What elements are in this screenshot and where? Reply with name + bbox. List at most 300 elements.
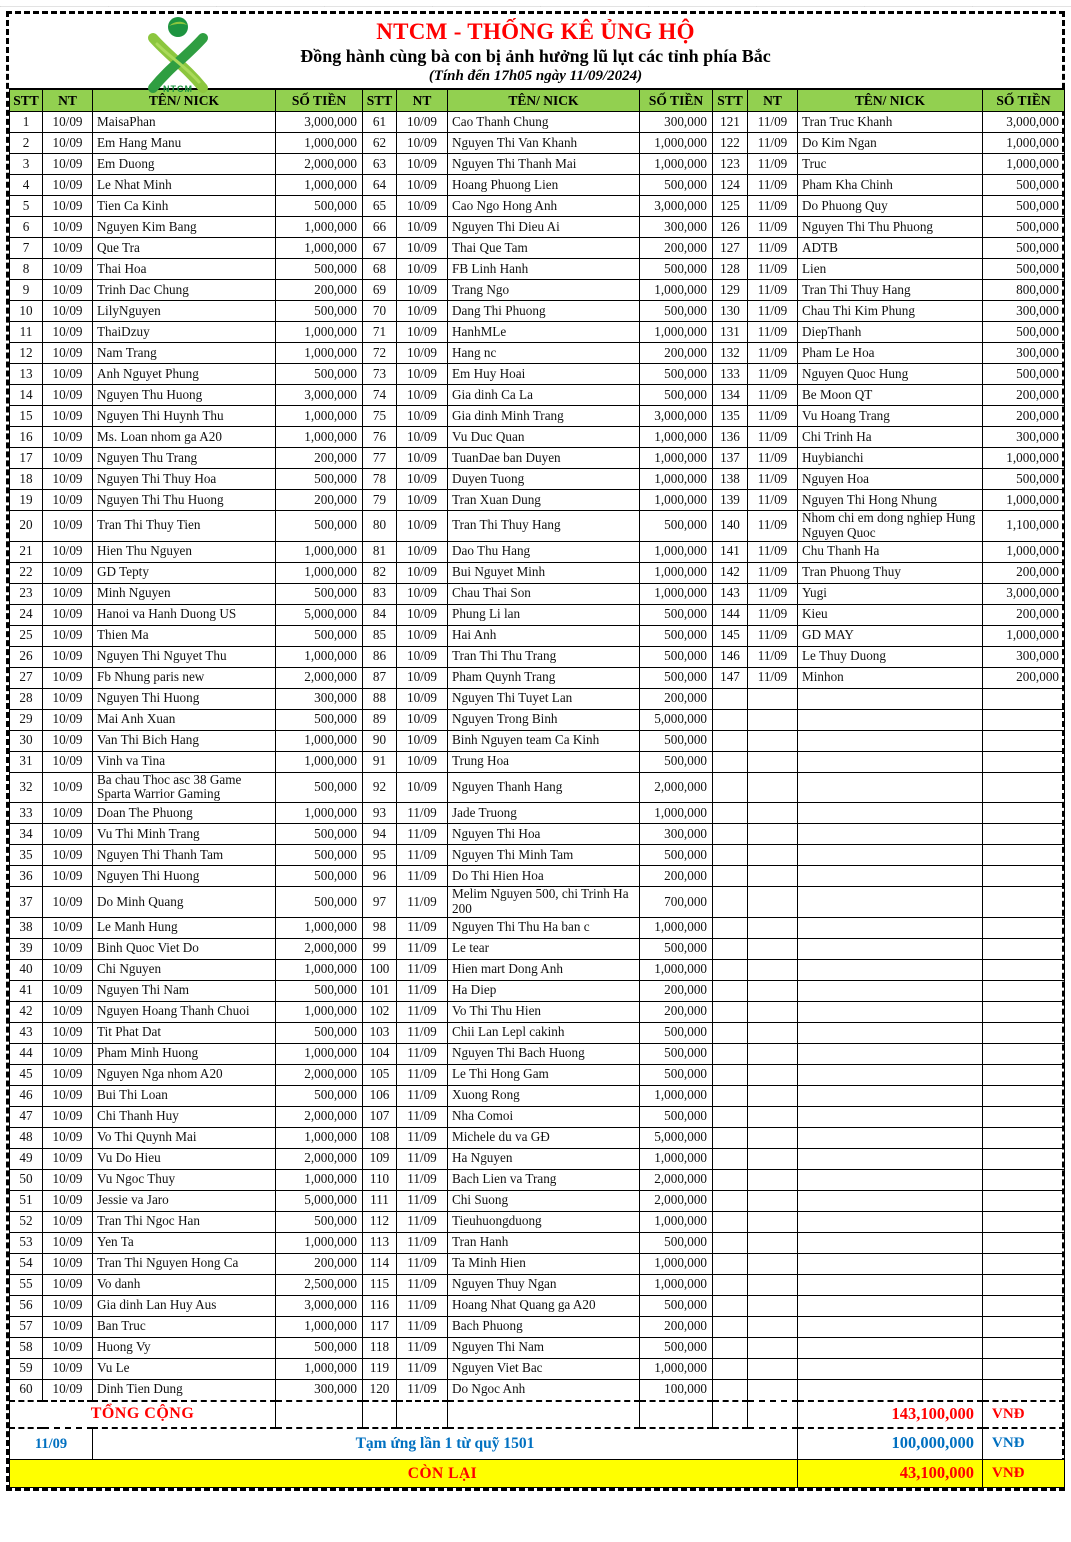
entry-nt	[748, 1148, 798, 1169]
table-row	[10, 1064, 1065, 1085]
entry-amount	[983, 887, 1065, 918]
entry-amount: 500,000	[276, 980, 363, 1001]
entry-amount: 300,000	[983, 343, 1065, 364]
entry-amount: 5,000,000	[276, 604, 363, 625]
entry-name: Trung Hoa	[448, 751, 640, 772]
entry-stt: 93	[363, 803, 397, 824]
entry-name: HanhMLe	[448, 322, 640, 343]
entry-amount: 500,000	[640, 667, 713, 688]
entry-name: Cao Thanh Chung	[448, 112, 640, 133]
entry-nt	[748, 1379, 798, 1401]
entry-name: Vo danh	[93, 1274, 276, 1295]
entry-stt: 75	[363, 406, 397, 427]
entry-name: Hien mart Dong Anh	[448, 959, 640, 980]
entry-amount	[983, 917, 1065, 938]
entry-amount: 300,000	[640, 824, 713, 845]
entry-stt: 127	[713, 238, 748, 259]
entry-stt	[713, 1001, 748, 1022]
entry-amount: 500,000	[640, 385, 713, 406]
entry-nt: 10/09	[397, 385, 448, 406]
entry-stt: 56	[10, 1295, 43, 1316]
entry-amount: 1,000,000	[640, 469, 713, 490]
donation-table	[9, 88, 1065, 1488]
entry-stt: 59	[10, 1358, 43, 1379]
entry-stt: 12	[10, 343, 43, 364]
entry-stt: 33	[10, 803, 43, 824]
table-row	[10, 751, 1065, 772]
entry-nt: 10/09	[43, 322, 93, 343]
entry-amount: 1,000,000	[983, 541, 1065, 562]
entry-stt: 41	[10, 980, 43, 1001]
entry-name	[798, 866, 983, 887]
entry-stt: 66	[363, 217, 397, 238]
table-row	[10, 469, 1065, 490]
entry-amount	[983, 1253, 1065, 1274]
entry-stt: 1	[10, 112, 43, 133]
entry-stt	[713, 845, 748, 866]
entry-name: Chi Nguyen	[93, 959, 276, 980]
entry-stt: 84	[363, 604, 397, 625]
entry-name: Binh Nguyen team Ca Kinh	[448, 730, 640, 751]
entry-amount	[983, 938, 1065, 959]
table-row	[10, 280, 1065, 301]
entry-stt: 97	[363, 887, 397, 918]
entry-nt: 10/09	[397, 490, 448, 511]
entry-name: Dao Thu Hang	[448, 541, 640, 562]
entry-nt: 11/09	[748, 562, 798, 583]
entry-stt	[713, 772, 748, 803]
entry-stt: 87	[363, 667, 397, 688]
entry-name: Nguyen Thi Thu Phuong	[798, 217, 983, 238]
entry-stt: 83	[363, 583, 397, 604]
entry-name	[798, 1148, 983, 1169]
entry-nt: 10/09	[43, 1148, 93, 1169]
entry-nt	[748, 803, 798, 824]
entry-amount: 500,000	[276, 824, 363, 845]
table-row	[10, 1043, 1065, 1064]
entry-name: Nha Comoi	[448, 1106, 640, 1127]
table-row	[10, 980, 1065, 1001]
entry-nt: 10/09	[397, 541, 448, 562]
table-row	[10, 1190, 1065, 1211]
entry-nt: 10/09	[397, 562, 448, 583]
entry-stt: 94	[363, 824, 397, 845]
entry-nt: 10/09	[43, 1127, 93, 1148]
entry-stt: 5	[10, 196, 43, 217]
entry-amount	[983, 803, 1065, 824]
entry-name: Chi Suong	[448, 1190, 640, 1211]
entry-name: GD MAY	[798, 625, 983, 646]
table-row	[10, 1085, 1065, 1106]
table-row	[10, 133, 1065, 154]
entry-stt: 100	[363, 959, 397, 980]
table-row	[10, 154, 1065, 175]
empty-cell	[448, 1401, 640, 1428]
entry-amount: 200,000	[276, 1253, 363, 1274]
entry-amount: 500,000	[983, 259, 1065, 280]
entry-amount: 1,000,000	[983, 133, 1065, 154]
entry-amount	[983, 1337, 1065, 1358]
entry-nt: 10/09	[43, 1337, 93, 1358]
total-amount: 143,100,000	[798, 1401, 983, 1428]
entry-nt: 11/09	[748, 583, 798, 604]
entry-stt: 124	[713, 175, 748, 196]
col-header-nt: NT	[43, 89, 93, 112]
entry-amount: 500,000	[276, 301, 363, 322]
table-row	[10, 541, 1065, 562]
entry-name: Nguyen Thi Tuyet Lan	[448, 688, 640, 709]
entry-nt: 10/09	[43, 824, 93, 845]
entry-nt: 11/09	[748, 469, 798, 490]
entry-name: Hoang Phuong Lien	[448, 175, 640, 196]
entry-amount	[983, 1274, 1065, 1295]
entry-amount: 200,000	[276, 490, 363, 511]
entry-amount: 1,000,000	[640, 133, 713, 154]
entry-nt: 10/09	[397, 646, 448, 667]
entry-stt: 4	[10, 175, 43, 196]
entry-stt: 3	[10, 154, 43, 175]
entry-nt: 10/09	[43, 1253, 93, 1274]
entry-name	[798, 1295, 983, 1316]
entry-amount: 1,000,000	[640, 541, 713, 562]
entry-name	[798, 1064, 983, 1085]
entry-nt: 11/09	[397, 1148, 448, 1169]
entry-amount: 500,000	[640, 1022, 713, 1043]
entry-name: Pham Minh Huong	[93, 1043, 276, 1064]
entry-name: Nguyen Thi Hong Nhung	[798, 490, 983, 511]
entry-name: Do Kim Ngan	[798, 133, 983, 154]
entry-stt: 23	[10, 583, 43, 604]
entry-name	[798, 1190, 983, 1211]
table-row	[10, 301, 1065, 322]
entry-name: Ban Truc	[93, 1316, 276, 1337]
entry-amount: 2,000,000	[276, 154, 363, 175]
total-row	[10, 1401, 1065, 1428]
entry-nt: 11/09	[397, 1232, 448, 1253]
entry-amount: 200,000	[640, 866, 713, 887]
entry-nt	[748, 1337, 798, 1358]
entry-amount: 200,000	[640, 688, 713, 709]
entry-nt: 10/09	[397, 364, 448, 385]
entry-nt: 10/09	[397, 469, 448, 490]
entry-amount: 3,000,000	[640, 196, 713, 217]
entry-name	[798, 1001, 983, 1022]
entry-nt: 10/09	[43, 217, 93, 238]
entry-name: Pham Quynh Trang	[448, 667, 640, 688]
entry-amount: 500,000	[640, 730, 713, 751]
entry-stt	[713, 688, 748, 709]
entry-stt	[713, 803, 748, 824]
entry-nt: 11/09	[748, 406, 798, 427]
entry-name: Nguyen Thi Huong	[93, 866, 276, 887]
entry-nt: 10/09	[397, 625, 448, 646]
table-row	[10, 709, 1065, 730]
table-row	[10, 1337, 1065, 1358]
advance-date: 11/09	[10, 1428, 93, 1460]
entry-nt	[748, 1106, 798, 1127]
entry-name: Ha Nguyen	[448, 1148, 640, 1169]
entry-nt	[748, 1274, 798, 1295]
entry-stt: 106	[363, 1085, 397, 1106]
entry-amount: 1,000,000	[640, 280, 713, 301]
entry-stt: 132	[713, 343, 748, 364]
entry-name: Huong Vy	[93, 1337, 276, 1358]
entry-amount	[983, 1316, 1065, 1337]
entry-stt: 92	[363, 772, 397, 803]
entry-nt: 11/09	[748, 301, 798, 322]
entry-stt: 68	[363, 259, 397, 280]
entry-stt: 36	[10, 866, 43, 887]
entry-stt: 91	[363, 751, 397, 772]
table-row	[10, 1274, 1065, 1295]
table-row	[10, 1358, 1065, 1379]
entry-stt	[713, 730, 748, 751]
entry-nt: 10/09	[43, 154, 93, 175]
entry-amount: 500,000	[276, 1211, 363, 1232]
entry-nt	[748, 845, 798, 866]
entry-amount: 1,000,000	[276, 322, 363, 343]
entry-name: Chau Thi Kim Phung	[798, 301, 983, 322]
entry-stt: 114	[363, 1253, 397, 1274]
entry-stt: 104	[363, 1043, 397, 1064]
table-row	[10, 490, 1065, 511]
entry-stt: 8	[10, 259, 43, 280]
entry-amount: 500,000	[640, 1106, 713, 1127]
entry-nt: 11/09	[748, 385, 798, 406]
entry-name: Nguyen Thi Thanh Mai	[448, 154, 640, 175]
entry-nt: 11/09	[748, 217, 798, 238]
entry-amount: 500,000	[640, 938, 713, 959]
entry-amount: 500,000	[983, 238, 1065, 259]
entry-stt	[713, 824, 748, 845]
entry-stt: 27	[10, 667, 43, 688]
entry-nt: 10/09	[397, 406, 448, 427]
entry-stt: 121	[713, 112, 748, 133]
entry-stt	[713, 1106, 748, 1127]
entry-stt: 38	[10, 917, 43, 938]
remaining-label: CÒN LẠI	[10, 1459, 798, 1487]
entry-stt: 25	[10, 625, 43, 646]
entry-name: Lien	[798, 259, 983, 280]
col-header-amount: SỐ TIỀN	[276, 89, 363, 112]
entry-stt: 111	[363, 1190, 397, 1211]
gridline-ticks	[0, 6, 1071, 7]
entry-amount: 2,000,000	[276, 1064, 363, 1085]
entry-nt: 11/09	[397, 887, 448, 918]
entry-name: Nguyen Thi Hoa	[448, 824, 640, 845]
entry-amount: 1,000,000	[640, 917, 713, 938]
entry-name: Vu Thi Minh Trang	[93, 824, 276, 845]
entry-name: Bach Phuong	[448, 1316, 640, 1337]
entry-nt: 11/09	[397, 1022, 448, 1043]
entry-amount: 500,000	[640, 175, 713, 196]
entry-amount: 500,000	[640, 1043, 713, 1064]
entry-amount: 1,000,000	[640, 1253, 713, 1274]
table-row	[10, 322, 1065, 343]
entry-name: Nguyen Thi Bach Huong	[448, 1043, 640, 1064]
entry-name: Tit Phat Dat	[93, 1022, 276, 1043]
entry-name: Hai Anh	[448, 625, 640, 646]
entry-nt	[748, 751, 798, 772]
entry-name: Hanoi va Hanh Duong US	[93, 604, 276, 625]
entry-name: FB Linh Hanh	[448, 259, 640, 280]
entry-amount: 1,000,000	[640, 803, 713, 824]
table-row	[10, 511, 1065, 542]
table-row	[10, 959, 1065, 980]
entry-name: Nguyen Thi Minh Tam	[448, 845, 640, 866]
entry-stt: 141	[713, 541, 748, 562]
entry-stt: 128	[713, 259, 748, 280]
entry-nt: 10/09	[397, 259, 448, 280]
entry-stt: 29	[10, 709, 43, 730]
entry-nt: 10/09	[43, 866, 93, 887]
entry-name: Vinh va Tina	[93, 751, 276, 772]
entry-name: Le Thuy Duong	[798, 646, 983, 667]
entry-amount	[983, 1358, 1065, 1379]
entry-amount: 1,000,000	[640, 154, 713, 175]
entry-stt: 74	[363, 385, 397, 406]
entry-nt: 10/09	[43, 917, 93, 938]
entry-stt: 108	[363, 1127, 397, 1148]
entry-amount: 1,000,000	[276, 803, 363, 824]
entry-nt: 11/09	[397, 1337, 448, 1358]
entry-stt: 30	[10, 730, 43, 751]
entry-nt: 11/09	[397, 845, 448, 866]
entry-name: Do Ngoc Anh	[448, 1379, 640, 1401]
table-row	[10, 343, 1065, 364]
table-row	[10, 1127, 1065, 1148]
table-row	[10, 1211, 1065, 1232]
entry-nt: 11/09	[397, 1127, 448, 1148]
entry-stt: 55	[10, 1274, 43, 1295]
entry-nt: 10/09	[397, 667, 448, 688]
table-row	[10, 583, 1065, 604]
entry-nt: 10/09	[43, 1316, 93, 1337]
entry-amount: 700,000	[640, 887, 713, 918]
entry-amount: 500,000	[640, 1232, 713, 1253]
entry-stt: 46	[10, 1085, 43, 1106]
entry-nt: 10/09	[397, 112, 448, 133]
entry-stt: 101	[363, 980, 397, 1001]
entry-name: Trang Ngo	[448, 280, 640, 301]
entry-stt: 13	[10, 364, 43, 385]
entry-amount	[983, 1295, 1065, 1316]
entry-nt: 11/09	[748, 175, 798, 196]
entry-name: Que Tra	[93, 238, 276, 259]
entry-nt: 10/09	[43, 364, 93, 385]
entry-nt: 11/09	[397, 1064, 448, 1085]
entry-nt: 10/09	[43, 133, 93, 154]
table-row	[10, 688, 1065, 709]
entry-amount: 500,000	[640, 1337, 713, 1358]
entry-amount: 1,000,000	[640, 427, 713, 448]
entry-nt	[748, 938, 798, 959]
entry-name: Fb Nhung paris new	[93, 667, 276, 688]
ntcm-logo	[135, 14, 221, 94]
entry-stt: 107	[363, 1106, 397, 1127]
table-row	[10, 1253, 1065, 1274]
entry-name: Thai Que Tam	[448, 238, 640, 259]
entry-nt: 10/09	[43, 259, 93, 280]
entry-amount: 2,500,000	[276, 1274, 363, 1295]
entry-name	[798, 1127, 983, 1148]
entry-name: Yugi	[798, 583, 983, 604]
entry-stt: 135	[713, 406, 748, 427]
entry-name: Nam Trang	[93, 343, 276, 364]
entry-nt: 11/09	[748, 667, 798, 688]
entry-nt: 10/09	[397, 751, 448, 772]
entry-stt: 15	[10, 406, 43, 427]
entry-nt: 10/09	[43, 511, 93, 542]
entry-amount: 3,000,000	[983, 112, 1065, 133]
entry-stt: 6	[10, 217, 43, 238]
entry-name: Em Duong	[93, 154, 276, 175]
entry-stt: 136	[713, 427, 748, 448]
entry-name: Vo Thi Thu Hien	[448, 1001, 640, 1022]
entry-amount	[983, 688, 1065, 709]
entry-name: Ha Diep	[448, 980, 640, 1001]
entry-nt: 11/09	[748, 625, 798, 646]
entry-name: Mai Anh Xuan	[93, 709, 276, 730]
entry-stt: 133	[713, 364, 748, 385]
entry-nt: 10/09	[397, 133, 448, 154]
entry-nt	[748, 1358, 798, 1379]
entry-nt: 10/09	[43, 1190, 93, 1211]
entry-amount: 500,000	[640, 1295, 713, 1316]
entry-name: Nguyen Thi Huynh Thu	[93, 406, 276, 427]
table-row	[10, 217, 1065, 238]
entry-stt: 73	[363, 364, 397, 385]
entry-nt: 11/09	[748, 427, 798, 448]
entry-name	[798, 803, 983, 824]
entry-name: Nguyen Thanh Hang	[448, 772, 640, 803]
entry-amount: 1,000,000	[276, 406, 363, 427]
entry-name: Nguyen Thi Thu Huong	[93, 490, 276, 511]
entry-name: Chi Thanh Huy	[93, 1106, 276, 1127]
entry-amount: 1,000,000	[276, 427, 363, 448]
table-row	[10, 406, 1065, 427]
entry-stt	[713, 938, 748, 959]
entry-name: Nguyen Trong Binh	[448, 709, 640, 730]
entry-name: Vu Duc Quan	[448, 427, 640, 448]
table-row	[10, 1001, 1065, 1022]
entry-nt	[748, 1169, 798, 1190]
entry-nt	[748, 1295, 798, 1316]
entry-stt	[713, 980, 748, 1001]
entry-stt: 9	[10, 280, 43, 301]
col-header-nt: NT	[397, 89, 448, 112]
entry-stt: 63	[363, 154, 397, 175]
entry-nt: 10/09	[397, 175, 448, 196]
entry-name: Chii Lan Lepl cakinh	[448, 1022, 640, 1043]
entry-name: Nguyen Viet Bac	[448, 1358, 640, 1379]
entry-stt: 131	[713, 322, 748, 343]
entry-name	[798, 980, 983, 1001]
entry-amount: 500,000	[276, 845, 363, 866]
table-row	[10, 427, 1065, 448]
entry-name: LilyNguyen	[93, 301, 276, 322]
entry-amount: 1,000,000	[276, 1127, 363, 1148]
entry-nt	[748, 772, 798, 803]
entry-amount: 3,000,000	[276, 112, 363, 133]
entry-nt	[748, 917, 798, 938]
entry-amount: 500,000	[640, 751, 713, 772]
entry-stt: 37	[10, 887, 43, 918]
entry-stt: 22	[10, 562, 43, 583]
entry-nt: 10/09	[397, 280, 448, 301]
entry-name: Do Minh Quang	[93, 887, 276, 918]
entry-amount: 500,000	[983, 322, 1065, 343]
